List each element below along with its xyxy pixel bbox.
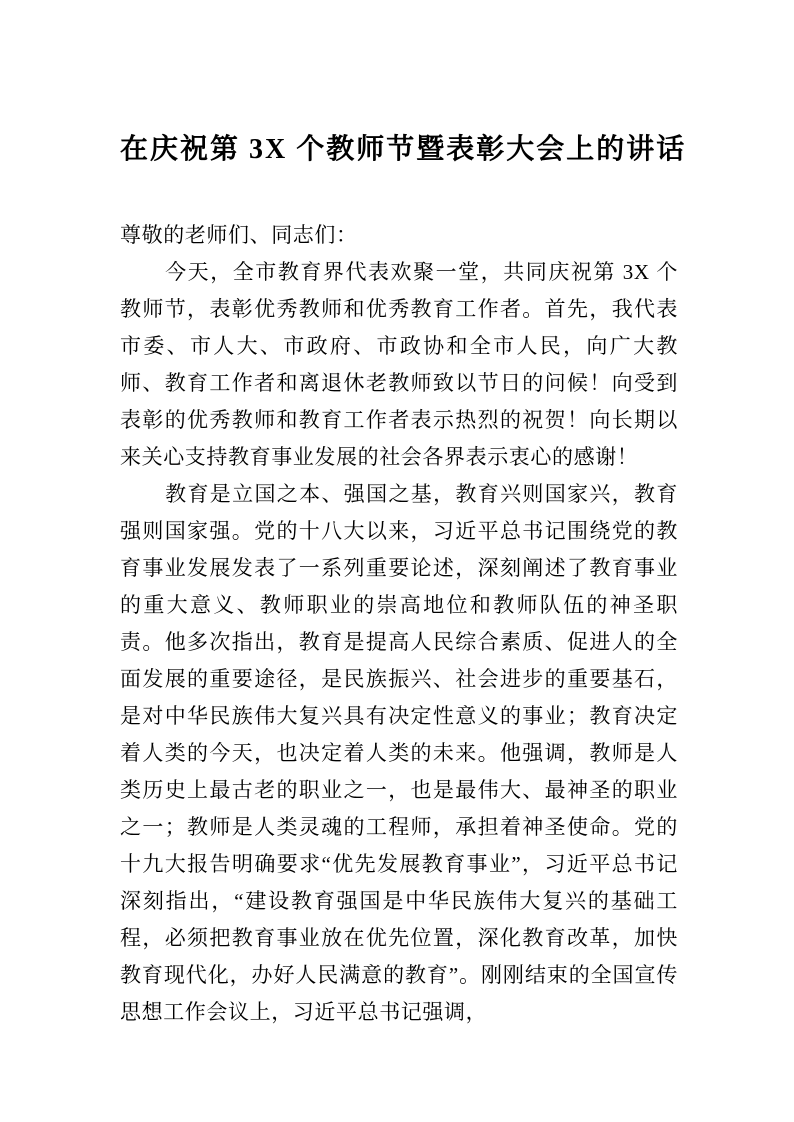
paragraph-education-importance: 教育是立国之本、强国之基，教育兴则国家兴，教育强则国家强。党的十八大以来，习近平总书记围绕党的教育事业发展发表了一系列重要论述，深刻阐述了教育事业的重大意义、教师职业的崇高地位和教师队伍的神圣职责。他多次指出，教育是提高人民综合素质、促进人的全面发展的重要途径，是民族振兴、社会进步的重要基石，是对中华民族伟大复兴具有决定性意义的事业；教育决定着人类的今天，也决定着人类的未来。他强调，教师是人类历史上最古老的职业之一，也是最伟大、最神圣的职业之一；教师是人类灵魂的工程师，承担着神圣使命。党的十九大报告明确要求“优先发展教育事业”，习近平总书记深刻指出，“建设教育强国是中华民族伟大复兴的基础工程，必须把教育事业放在优先位置，深化教育改革，加快教育现代化，办好人民满意的教育”。刚刚结束的全国宣传思想工作会议上，习近平总书记强调， — [120, 482, 678, 1024]
document-title: 在庆祝第 3X 个教师节暨表彰大会上的讲话 — [120, 134, 687, 165]
document-body — [120, 217, 678, 1031]
salutation-line: 尊敬的老师们、同志们： — [120, 223, 358, 247]
paragraph-greeting: 今天，全市教育界代表欢聚一堂，共同庆祝第 3X 个教师节，表彰优秀教师和优秀教育工作者。首先，我代表市委、市人大、市政府、市政协和全市人民，向广大教师、教育工作者和离退休老教师致以节日的问候！向受到表彰的优秀教师和教育工作者表示热烈的祝贺！向长期以来关心支持教育事业发展的社会各界表示衷心的感谢！ — [120, 260, 678, 469]
